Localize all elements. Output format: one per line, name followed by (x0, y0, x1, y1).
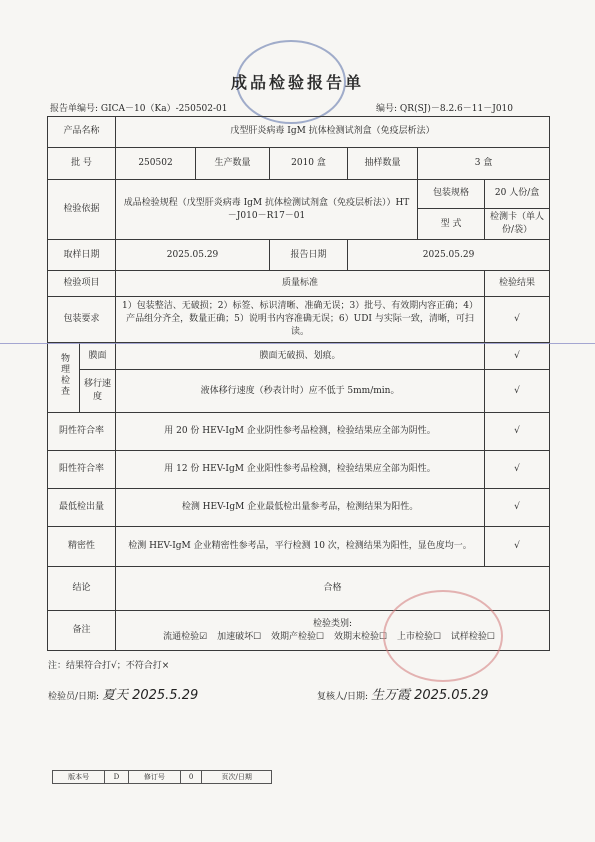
packaging-label: 包装要求 (48, 297, 116, 343)
conclusion-value: 合格 (116, 567, 550, 611)
items-header-standard: 质量标准 (116, 271, 485, 297)
doc-number-label: 编号: (376, 104, 398, 114)
option-validity-end: 效期末检验☐ (333, 631, 388, 642)
product-name: 戊型肝炎病毒 IgM 抗体检测试剂盒（免疫层析法） (116, 117, 550, 148)
remarks-category-label: 检验类别: (313, 618, 353, 629)
reviewer-handwriting: 生万霞 2025.05.29 (370, 688, 489, 703)
row-positive (48, 451, 550, 489)
packaging-result: √ (485, 297, 550, 343)
negative-standard: 用 20 份 HEV-IgM 企业阴性参考品检测，检验结果应全部为阴性。 (116, 413, 485, 451)
remarks-options (120, 631, 545, 644)
row-lod (48, 489, 550, 527)
lod-standard: 检测 HEV-IgM 企业最低检出量参考品，检测结果为阳性。 (116, 489, 485, 527)
inspector-label: 检验员/日期: (48, 692, 100, 702)
quantity-value: 2010 盒 (270, 148, 348, 180)
sample-qty-label: 抽样数量 (348, 148, 418, 180)
sample-date-label: 取样日期 (48, 240, 116, 271)
spec-value: 20 人份/盒 (485, 180, 550, 209)
row-dates (48, 240, 550, 271)
version-table (52, 770, 272, 784)
page-date-label: 页次/日期 (202, 771, 272, 784)
precision-result: √ (485, 527, 550, 567)
row-physical-flow (48, 370, 550, 413)
conclusion-label: 结论 (48, 567, 116, 611)
type-value: 检测卡（单人份/袋） (485, 209, 550, 240)
items-header-item: 检验项目 (48, 271, 116, 297)
report-date-label: 报告日期 (270, 240, 348, 271)
type-label: 型 式 (418, 209, 485, 240)
flow-result: √ (485, 370, 550, 413)
revision-value: 0 (180, 771, 201, 784)
appearance-label: 膜面 (80, 343, 116, 370)
doc-number: QR(SJ)－8.2.6－11－J010 (399, 104, 514, 114)
reviewer-label: 复核人/日期: (317, 692, 369, 702)
report-number-label: 报告单编号: (50, 104, 99, 114)
revision-label: 修订号 (128, 771, 180, 784)
row-packaging (48, 297, 550, 343)
precision-standard: 检测 HEV-IgM 企业精密性参考品，平行检测 10 次，检测结果为阳性，显色度均一。 (116, 527, 485, 567)
flow-standard: 液体移行速度（秒表计时）应不低于 5mm/min。 (116, 370, 485, 413)
report-number: GICA－10（Ka）-250502-01 (100, 104, 228, 114)
remarks-value (116, 611, 550, 651)
row-negative (48, 413, 550, 451)
spec-label: 包装规格 (418, 180, 485, 209)
doc-number-line (376, 101, 513, 114)
inspector-handwriting: 夏天 2025.5.29 (101, 688, 199, 703)
precision-label: 精密性 (48, 527, 116, 567)
row-batch (48, 148, 550, 180)
product-name-label: 产品名称 (48, 117, 116, 148)
lod-label: 最低检出量 (48, 489, 116, 527)
batch-value: 250502 (116, 148, 196, 180)
reviewer-signature-line (317, 684, 489, 703)
packaging-standard: 1）包装整洁、无破损；2）标签、标识清晰、准确无误；3）批号、有效期内容正确；4）产品组分齐全，数量正确；5）说明书内容准确无误；6）UDI 与实际一致，清晰，可扫读。 (116, 297, 485, 343)
sample-date: 2025.05.29 (116, 240, 270, 271)
appearance-standard: 膜面无破损、划痕。 (116, 343, 485, 370)
basis-value: 成品检验规程（戊型肝炎病毒 IgM 抗体检测试剂盒（免疫层析法））HT－J010－R17－01 (116, 180, 418, 240)
report-title: 成品检验报告单 (230, 73, 364, 92)
report-number-line (50, 101, 228, 114)
negative-label: 阴性符合率 (48, 413, 116, 451)
physical-group-label: 物理检查 (48, 343, 80, 413)
negative-result: √ (485, 413, 550, 451)
row-conclusion (48, 567, 550, 611)
scan-artifact-line (0, 343, 595, 344)
positive-label: 阳性符合率 (48, 451, 116, 489)
inspector-signature-line (48, 684, 198, 703)
positive-standard: 用 12 份 HEV-IgM 企业阳性参考品检测，检验结果应全部为阳性。 (116, 451, 485, 489)
row-basis-1 (48, 180, 550, 209)
inspection-table (47, 116, 550, 651)
basis-label: 检验依据 (48, 180, 116, 240)
row-precision (48, 527, 550, 567)
remarks-label: 备注 (48, 611, 116, 651)
option-trial: 试样检验☐ (450, 631, 495, 642)
positive-result: √ (485, 451, 550, 489)
flow-label: 移行速度 (80, 370, 116, 413)
batch-label: 批 号 (48, 148, 116, 180)
sample-qty-value: 3 盒 (418, 148, 550, 180)
row-product-name (48, 117, 550, 148)
version-label: 版本号 (53, 771, 105, 784)
lod-result: √ (485, 489, 550, 527)
version-value: D (105, 771, 129, 784)
appearance-result: √ (485, 343, 550, 370)
footnote: 注：结果符合打√；不符合打× (48, 661, 170, 671)
option-market: 上市检验☐ (396, 631, 442, 642)
option-circulation: 流通检验☑ (163, 631, 208, 642)
report-date: 2025.05.29 (348, 240, 550, 271)
row-items-header (48, 271, 550, 297)
row-remarks (48, 611, 550, 651)
items-header-result: 检验结果 (485, 271, 550, 297)
quantity-label: 生产数量 (196, 148, 270, 180)
option-accelerated: 加速破坏☐ (217, 631, 262, 642)
option-validity: 效期产检验☐ (271, 631, 325, 642)
row-physical-appearance (48, 343, 550, 370)
